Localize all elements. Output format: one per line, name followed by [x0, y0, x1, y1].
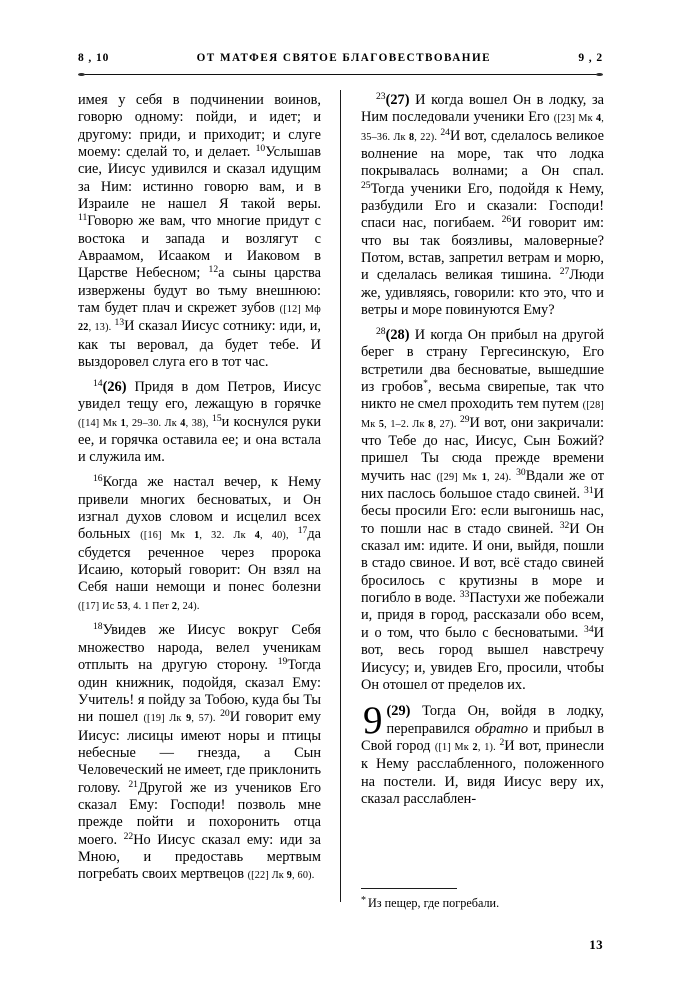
footnote-reference-marker: * — [423, 378, 428, 390]
verse-number: 15 — [212, 412, 222, 424]
verse-number: 17 — [297, 525, 308, 537]
running-head-right-reference: 9 , 2 — [578, 52, 603, 64]
body-text: Тогда Он, войдя в лодку, переправился — [386, 703, 604, 737]
column-right — [361, 92, 604, 902]
rule-end-cap-right — [596, 73, 603, 76]
running-head — [78, 52, 603, 74]
cross-reference: ([19] Лк 9, 57). — [143, 713, 221, 725]
verse-number: 14 — [93, 378, 103, 390]
cross-reference: ([12] Мф 22, 13). — [78, 304, 321, 334]
body-text: И бесы просили Его: если выгонишь нас, то пошли нас в стадо свиней. — [361, 486, 604, 537]
verse-paragraph — [361, 699, 605, 808]
body-text: И вот, весь город вышел навстречу Иисусу; и, увидев Его, просили, чтобы Он отошел от пределов их. — [361, 624, 604, 693]
cross-reference: ([16] Мк 1, 32. Лк 4, 40), — [140, 530, 298, 542]
emphasis-text: обратно — [474, 720, 529, 737]
body-text: Вдали же от них паслось большое стадо свиней. — [361, 467, 604, 503]
verse-number: 25 — [361, 179, 371, 191]
verse-paragraph — [78, 92, 321, 372]
body-text: и коснулся руки ее, и горячка оставила ее; и она встала и служила им. — [78, 413, 321, 466]
body-text: Когда же настал вечер, к Нему привели многих бесноватых, и Он изгнал духов словом и исцелил всех больных — [78, 474, 321, 543]
running-head-rule — [78, 73, 603, 76]
verse-number: 19 — [277, 656, 288, 668]
verse-number: 10 — [255, 143, 266, 155]
verse-number: 28 — [376, 325, 386, 337]
chapter-number-dropcap: 9 — [363, 699, 383, 743]
chapter-opening — [361, 699, 605, 808]
body-text: И когда Он прибыл на другой берег в страну Гергесинскую, Его встретили два бесноватые, вышедшие из гробов — [361, 326, 604, 395]
body-text: И вот, принесли к Нему расслабленного, положенного на постели. И, видя Иисус веру их, сказал расслаблен- — [361, 737, 604, 807]
verse-number: 20 — [220, 708, 230, 720]
body-text: И говорит ему Иисус: лисицы имеют норы и птицы небесные — гнезда, а Сын Человеческий не имеет, где приклонить голову. — [78, 709, 322, 796]
body-text: И когда вошел Он в лодку, за Ним последовали ученики Его — [361, 92, 604, 126]
verse-number: 22 — [123, 830, 134, 842]
verse-number: 12 — [208, 264, 219, 276]
verse-number: 23 — [376, 91, 386, 103]
footnote-text — [361, 896, 604, 911]
verse-number: 34 — [584, 623, 594, 635]
body-text: Увидев же Иисус вокруг Себя множество народа, велел ученикам отплыть на другую сторону. — [78, 622, 321, 674]
verse-paragraph — [78, 379, 321, 467]
verse-paragraph — [361, 92, 604, 319]
body-text: имея у себя в подчинении воинов, говорю одному: пойди, и идет; и другому: приди, и приходит; и слуге моему: сделай то, и делает. — [78, 92, 321, 161]
section-marker: (27) — [385, 92, 410, 108]
verse-number: 16 — [93, 473, 103, 485]
body-text: И сказал Иисус сотнику: иди, и, как ты веровал, да будет тебе. И выздоровел слуга его в тот час. — [78, 318, 322, 371]
body-text: Тогда один книжник, подойдя, сказал Ему: Учитель! я пойду за Тобою, куда бы Ты ни пошел — [78, 657, 321, 726]
body-text: Но Иисус сказал ему: иди за Мною, и предоставь мертвым погребать своих мертвецов — [78, 831, 321, 883]
verse-number: 30 — [516, 466, 526, 478]
cross-reference: ([22] Лк 9, 60). — [247, 870, 315, 882]
section-marker: (29) — [386, 703, 411, 720]
footnote-body: Из пещер, где погребали. — [368, 896, 500, 910]
body-text: , весьма свирепые, так что никто не смел проходить тем путем — [361, 379, 604, 413]
verse-number: 13 — [114, 317, 125, 329]
verse-paragraph — [78, 622, 321, 884]
body-text: Говорю же вам, что многие придут с востока и запада и возлягут с Авраамом, Исааком и Иаковом в Царстве Небесном; — [78, 213, 321, 282]
verse-number: 21 — [128, 778, 138, 790]
section-marker: (26) — [102, 379, 127, 395]
verse-number: 18 — [93, 621, 103, 633]
body-text: И говорит им: что вы так боязливы, маловерные? Потом, встав, запретил ветрам и морю, и сделалась великая тишина. — [361, 215, 604, 284]
body-text: И вот, сделалось великое волнение на море, так что лодка покрывалась волнами; а Он спал. — [361, 127, 605, 180]
verse-number: 32 — [559, 519, 570, 531]
verse-number: 11 — [78, 212, 88, 224]
cross-reference: ([28] Мк 5, 1–2. Лк 8, 27). — [361, 400, 604, 430]
verse-paragraph — [78, 474, 321, 615]
footnote-marker: * — [361, 894, 366, 906]
body-text: да сбудется реченное через пророка Исаию, который говорит: Он взял на Себя наши немощи и понес болезни — [78, 526, 321, 596]
body-text: Тогда ученики Его, подойдя к Нему, разбудили Его и сказали: Господи! спаси нас, погибаем. — [361, 180, 604, 232]
running-head-left-reference: 8 , 10 — [78, 52, 110, 64]
section-marker: (28) — [385, 326, 410, 343]
body-text: Услышав сие, Иисус удивился и сказал идущим за Ним: истинно говорю вам, и в Израиле не нашел Я такой веры. — [78, 144, 321, 213]
page-number: 13 — [589, 937, 603, 952]
column-divider-rule — [340, 90, 341, 902]
body-text: а сыны царства извержены будут во тьму внешнюю: там будет плач и скрежет зубов — [78, 265, 321, 317]
body-text: Люди же, удивляясь, говорили: кто это, что и ветры и море повинуются Ему? — [361, 267, 604, 319]
verse-number: 2 — [499, 736, 505, 748]
verse-paragraph — [361, 327, 604, 694]
verse-number: 24 — [440, 126, 450, 138]
text-columns — [78, 92, 604, 902]
body-text: И вот, они закричали: что Тебе до нас, Иисус, Сын Божий? пришел Ты сюда прежде времени мучить нас — [361, 414, 605, 484]
body-text: и прибыл в Свой город — [361, 720, 605, 754]
verse-number: 29 — [459, 413, 470, 425]
body-text: Другой же из учеников Его сказал Ему: Господи! позволь мне прежде пойти и похоронить отца моего. — [78, 779, 321, 848]
verse-number: 33 — [459, 589, 470, 601]
running-head-title: ОТ МАТФЕЯ СВЯТОЕ БЛАГОВЕСТВОВАНИЕ — [196, 52, 492, 64]
body-text: Пастухи же побежали и, придя в город, рассказали обо всем, и о том, что было с бесноватыми. — [361, 590, 604, 641]
body-text: И Он сказал им: идите. И они, выйдя, пошли в стадо свиное. И вот, всё стадо свиней бросилось с крутизны в море и погибло в воде. — [361, 520, 604, 607]
body-text: Придя в дом Петров, Иисус увидел тещу его, лежащую в горячке — [78, 379, 321, 413]
column-left — [78, 92, 321, 902]
cross-reference: ([23] Мк 4, 35–36. Лк 8, 22). — [361, 113, 605, 143]
rule-end-cap-left — [78, 73, 85, 76]
verse-number: 27 — [559, 266, 570, 278]
cross-reference: ([1] Мк 2, 1). — [434, 741, 500, 753]
cross-reference: ([29] Мк 1, 24). — [436, 471, 517, 483]
cross-reference: ([14] Мк 1, 29–30. Лк 4, 38), — [78, 417, 213, 429]
verse-number: 31 — [584, 485, 594, 497]
footnote-rule — [361, 888, 457, 889]
cross-reference: ([17] Ис 53, 4. 1 Пет 2, 24). — [78, 600, 200, 612]
verse-number: 26 — [501, 214, 512, 226]
footnote-block — [361, 888, 604, 911]
